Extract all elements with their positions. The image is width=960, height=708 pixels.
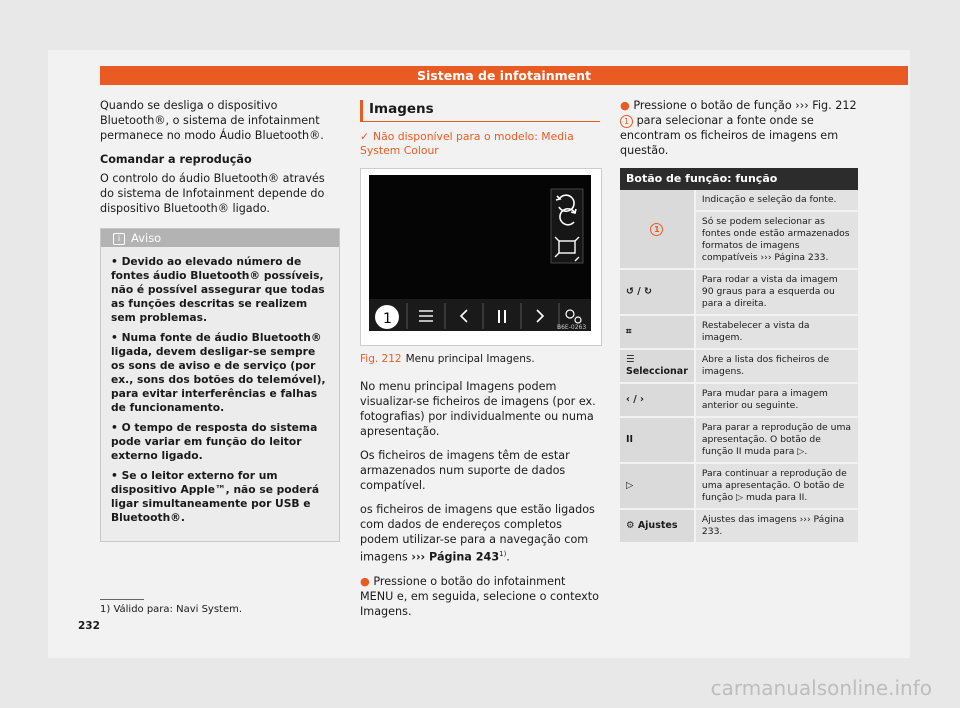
column-3 xyxy=(620,98,858,544)
instruction-text: Pressione o botão do infotainment MENU e, em seguida, selecione o contexto Imagens. xyxy=(360,574,599,618)
watermark: carmanualsonline.info xyxy=(710,676,932,700)
paragraph: No menu principal Imagens podem visualizar-se ficheiros de imagens (por ex. fotografias) por individualmente ou numa apresentação. xyxy=(360,380,596,438)
paragraph: Quando se desliga o dispositivo Bluetooth®, o sistema de infotainment permanece no modo Áudio Bluetooth®. xyxy=(100,99,324,142)
column-1 xyxy=(100,98,340,542)
table-cell: Indicação e seleção da fonte. xyxy=(695,190,858,211)
page-number: 232 xyxy=(78,620,100,632)
instruction-text: Pressione o botão de função ››› Fig. 212 xyxy=(633,99,857,112)
table-cell: Para mudar para a imagem anterior ou seguinte. xyxy=(695,383,858,417)
figure-badge: 1 xyxy=(383,311,392,327)
prev-next-icons: ‹ / › xyxy=(620,383,695,417)
warning-item: • Devido ao elevado número de fontes áudio Bluetooth® possíveis, não é possível assegurar que todas as funções descritas se realizem sem problemas. xyxy=(111,255,329,325)
table-header: Botão de função: função xyxy=(620,168,858,190)
table-row xyxy=(620,190,858,211)
bullet-icon: ● xyxy=(620,99,634,112)
table-cell: Para continuar a reprodução de uma apresentação. O botão de função ▷ muda para II. xyxy=(695,463,858,509)
callout-badge: 1 xyxy=(650,223,663,236)
section-title: Imagens xyxy=(363,100,600,122)
note-text: Não disponível para o modelo: Media System Colour xyxy=(360,130,574,157)
footnote-divider xyxy=(100,599,144,600)
infotainment-screen xyxy=(369,175,591,331)
warning-item: • O tempo de resposta do sistema pode variar em função do leitor externo ligado. xyxy=(111,421,329,463)
function-table xyxy=(620,168,858,544)
table-row xyxy=(620,383,858,417)
info-icon: i xyxy=(113,233,125,245)
table-row xyxy=(620,417,858,463)
table-cell: Para rodar a vista da imagem 90 graus para a esquerda ou para a direita. xyxy=(695,269,858,315)
section-header: Sistema de infotainment xyxy=(100,66,908,85)
bullet-icon: ● xyxy=(360,574,374,588)
paragraph: Os ficheiros de imagens têm de estar armazenados num suporte de dados compatível. xyxy=(360,449,570,492)
table-row xyxy=(620,315,858,349)
footnote: 1) Válido para: Navi System. xyxy=(100,604,243,615)
manual-page xyxy=(48,50,910,658)
play-icon: ▷ xyxy=(620,463,695,509)
warning-list xyxy=(101,247,339,541)
reset-view-icon: ⌗ xyxy=(620,315,695,349)
figure-code: B6E-0263 xyxy=(557,324,587,331)
paragraph: os ficheiros de imagens que estão ligados com dados de endereços completos podem utilizar-se para a navegação com imagens ››› Página 243$^{1)}$. xyxy=(360,503,595,564)
table-row xyxy=(620,463,858,509)
column-2 xyxy=(360,98,600,628)
settings-icon: ⚙ Ajustes xyxy=(620,509,695,543)
caption-text: Menu principal Imagens. xyxy=(405,353,535,365)
check-icon: ✓ xyxy=(360,130,370,143)
pause-icon: II xyxy=(620,417,695,463)
table-cell: Ajustes das imagens ››› Página 233. xyxy=(695,509,858,543)
table-cell: Restabelecer a vista da imagem. xyxy=(695,315,858,349)
paragraph: O controlo do áudio Bluetooth® através do sistema de Infotainment depende do dispositivo Bluetooth® ligado. xyxy=(100,172,325,215)
callout-badge: 1 xyxy=(620,115,633,128)
page-link[interactable]: ››› Página 243 xyxy=(411,550,500,564)
section-title-wrap xyxy=(360,100,600,122)
figure-number: Fig. 212 xyxy=(360,353,402,365)
paragraph xyxy=(620,98,858,158)
subheading: Comandar a reprodução xyxy=(100,153,252,166)
list-icon: ☰ Seleccionar xyxy=(620,349,695,383)
table-row xyxy=(620,269,858,315)
table-row xyxy=(620,509,858,543)
paragraph-text: os ficheiros de imagens que estão ligados com dados de endereços completos podem utilizar-se para a navegação com imagens xyxy=(360,503,595,564)
warning-item: • Se o leitor externo for um dispositivo Apple™, não se poderá ligar simultaneamente por USB e Bluetooth®. xyxy=(111,469,329,525)
availability-note xyxy=(360,130,600,158)
paragraph xyxy=(360,574,600,619)
figure-caption xyxy=(360,352,600,367)
figure-212 xyxy=(360,168,602,346)
warning-box xyxy=(100,228,340,542)
rotate-icons: ↺ / ↻ xyxy=(620,269,695,315)
table-row xyxy=(620,349,858,383)
warning-header xyxy=(101,229,339,247)
table-cell: Só se podem selecionar as fontes onde estão armazenados formatos de imagens compatíveis ››› Página 233. xyxy=(695,211,858,269)
table-cell: Abre a lista dos ficheiros de imagens. xyxy=(695,349,858,383)
warning-item: • Numa fonte de áudio Bluetooth® ligada, devem desligar-se sempre os sons de aviso e de serviço (por ex., sons dos botões do telemóvel), para evitar interferências e falhas de funcionamento. xyxy=(111,331,329,415)
instruction-tail: para selecionar a fonte onde se encontram os ficheiros de imagens em questão. xyxy=(620,114,839,157)
table-cell: Para parar a reprodução de uma apresentação. O botão de função II muda para ▷. xyxy=(695,417,858,463)
warning-title: Aviso xyxy=(131,231,162,245)
screen-graphic xyxy=(369,175,591,331)
